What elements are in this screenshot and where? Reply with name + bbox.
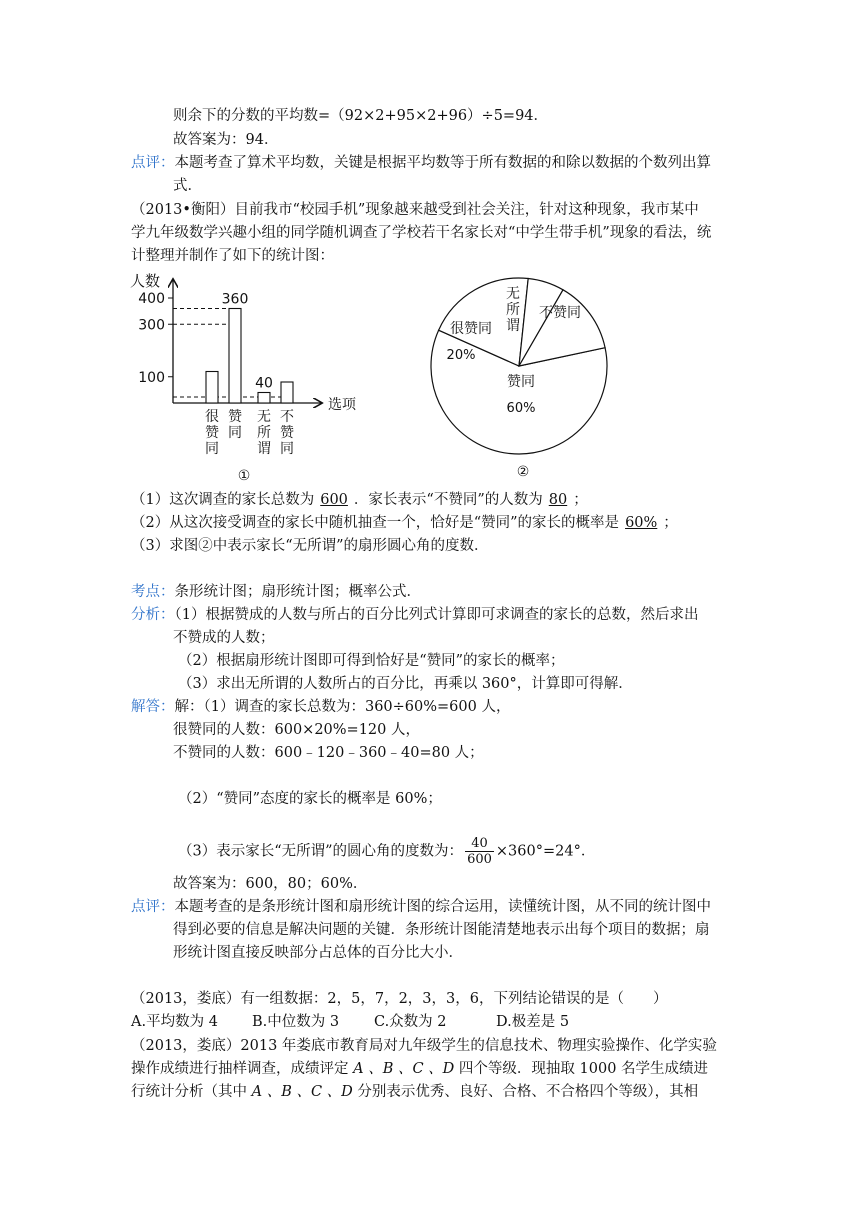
y-tick-label: 400	[138, 291, 165, 307]
slice-label: 赞同	[507, 374, 535, 390]
fenxi-text: （1）根据赞成的人数与所占的百分比列式计算即可求调查的家长的总数，然后求出	[174, 607, 699, 623]
jieda-line: （2）“赞同”态度的家长的概率是 60%；	[178, 791, 442, 807]
y-tick-label: 100	[138, 369, 165, 386]
fenxi-line: （3）求出无所谓的人数所占的百分比，再乘以 360°，计算即可得解．	[178, 676, 633, 692]
option-a: A.平均数为 4	[131, 1014, 218, 1030]
question-1	[131, 490, 588, 510]
comment-line: 形统计图直接反映部分占总体的百分比大小．	[173, 945, 463, 961]
jieda-line	[178, 836, 595, 867]
bar-value-label: 40	[255, 375, 273, 392]
option-b: B.中位数为 3	[252, 1014, 340, 1030]
slice-label: 所	[506, 302, 520, 318]
kaodian-tag: 考点：	[131, 584, 175, 600]
jieda-line: 故答案为：600，80；60%．	[173, 876, 368, 892]
fraction-denominator: 600	[467, 852, 492, 867]
jieda-text: 解：（1）调查的家长总数为：360÷60%=600 人，	[174, 699, 511, 715]
text-line: 故答案为：94．	[173, 132, 279, 148]
kaodian-text: 条形统计图；扇形统计图；概率公式．	[174, 584, 421, 600]
problem-line: 学九年级数学兴趣小组的同学随机调查了学校若干名家长对“中学生带手机”现象的看法，统	[131, 225, 712, 241]
q1-text: ．家长表示“不赞同”的人数为	[353, 492, 543, 508]
grade-letters: A 、B 、C 、D	[353, 1061, 455, 1077]
q2-answer: 60%	[625, 515, 658, 531]
bar	[229, 309, 241, 404]
category-label: 不赞同	[280, 409, 294, 457]
problem-line: （2013，娄底）有一组数据：2，5，7，2，3，3，6，下列结论错误的是（ ）	[131, 991, 668, 1007]
grade-letters: A 、B 、C 、D	[251, 1084, 353, 1100]
chart-caption: ①	[237, 468, 251, 484]
fenxi-line	[131, 605, 698, 625]
fenxi-line: 不赞成的人数；	[173, 630, 275, 646]
jieda-tag: 解答：	[131, 699, 175, 715]
bar-chart	[125, 268, 375, 486]
bar	[281, 382, 293, 403]
comment-line	[131, 153, 711, 173]
text-line: 则余下的分数的平均数=（92×2+95×2+96）÷5=94．	[173, 108, 549, 124]
comment-tag: 点评：	[131, 155, 175, 171]
comment-tag: 点评：	[131, 899, 175, 915]
jieda-line: 很赞同的人数：600×20%=120 人，	[173, 722, 420, 738]
category-label: 无所谓	[257, 409, 271, 457]
category-label: 很赞同	[205, 409, 219, 457]
problem-text: 分别表示优秀、良好、合格、不合格四个等级），其相	[357, 1084, 699, 1100]
problem-line	[131, 1082, 698, 1102]
comment-line: 得到必要的信息是解决问题的关键．条形统计图能清楚地表示出每个项目的数据；扇	[173, 922, 710, 938]
jieda-text: ×360°=24°．	[495, 843, 596, 860]
fraction	[465, 836, 494, 867]
fraction-numerator: 40	[465, 836, 494, 852]
comment-text: 本题考查了算术平均数，关键是根据平均数等于所有数据的和除以数据的个数列出算	[174, 155, 711, 171]
question-3: （3）求图②中表示家长“无所谓”的扇形圆心角的度数．	[131, 538, 489, 554]
pie-chart	[425, 268, 625, 483]
slice-label: 无	[506, 286, 520, 302]
y-axis-label: 人数	[130, 272, 161, 290]
jieda-line: 不赞同的人数：600﹣120﹣360﹣40=80 人；	[173, 745, 484, 761]
bar-value-label: 360	[221, 291, 249, 308]
comment-text: 本题考查的是条形统计图和扇形统计图的综合运用，读懂统计图，从不同的统计图中	[174, 899, 711, 915]
question-2	[131, 513, 678, 533]
comment-line	[131, 897, 711, 917]
text-line: 式．	[173, 178, 202, 194]
bar	[258, 393, 270, 404]
option-c: C.众数为 2	[374, 1014, 447, 1030]
slice-label: 不赞同	[539, 305, 581, 321]
fenxi-tag: 分析：	[131, 607, 175, 623]
slice-label: 很赞同	[450, 321, 492, 337]
chart-caption: ②	[516, 464, 530, 480]
q2-text: （2）从这次接受调查的家长中随机抽查一个，恰好是“赞同”的家长的概率是	[131, 515, 620, 531]
options-line	[131, 1012, 569, 1032]
jieda-line	[131, 697, 510, 717]
q1-text: ；	[573, 492, 588, 508]
q1-answer-total: 600	[320, 492, 348, 508]
slice-label: 谓	[506, 318, 520, 334]
bar	[206, 372, 218, 404]
problem-line: 计整理并制作了如下的统计图：	[131, 248, 334, 264]
q1-answer-disagree: 80	[548, 492, 568, 508]
problem-text: 四个等级．现抽取 1000 名学生成绩进	[458, 1061, 709, 1077]
y-tick-label: 300	[138, 317, 165, 334]
jieda-text: （3）表示家长“无所谓”的圆心角的度数为：	[178, 843, 464, 860]
fenxi-line: （2）根据扇形统计图即可得到恰好是“赞同”的家长的概率；	[178, 653, 565, 669]
slice-percent-label: 60%	[506, 401, 536, 416]
kaodian-line	[131, 582, 421, 602]
q1-text: （1）这次调查的家长总数为	[131, 492, 315, 508]
x-axis-label: 选项	[328, 397, 356, 413]
problem-text: 行统计分析（其中	[131, 1084, 247, 1100]
category-label: 赞同	[228, 409, 242, 441]
slice-percent-label: 20%	[446, 348, 476, 363]
option-d: D.极差是 5	[496, 1014, 570, 1030]
problem-text: 操作成绩进行抽样调查，成绩评定	[131, 1061, 349, 1077]
problem-line: （2013•衡阳）目前我市“校园手机”现象越来越受到社会关注，针对这种现象，我市某中	[131, 202, 699, 218]
q2-text: ；	[663, 515, 678, 531]
problem-line: （2013，娄底）2013 年娄底市教育局对九年级学生的信息技术、物理实验操作、化学实验	[131, 1038, 717, 1054]
problem-line	[131, 1059, 708, 1079]
